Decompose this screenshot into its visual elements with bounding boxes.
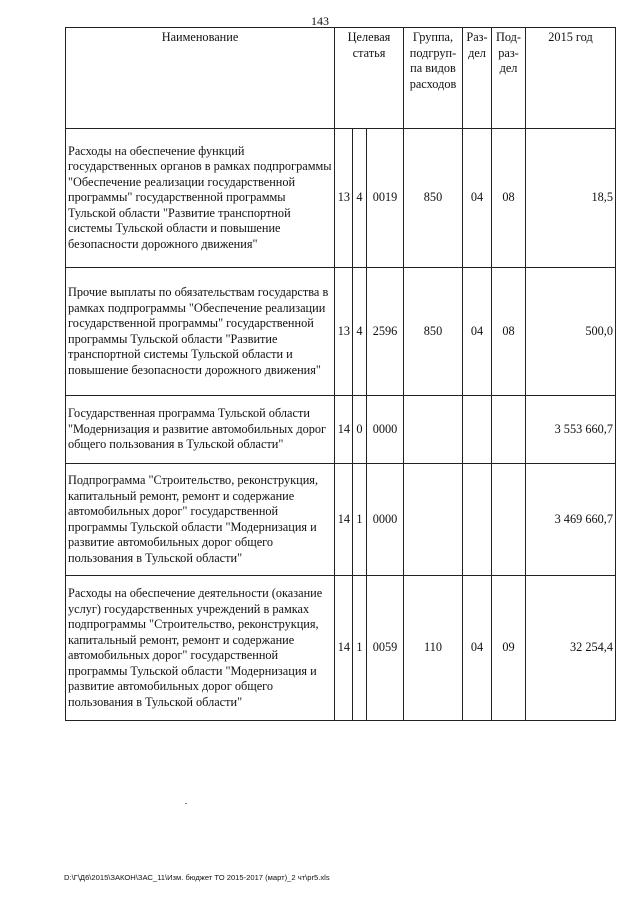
row-name: Расходы на обеспечение функций государственных органов в рамках подпрограммы "Обеспечение реализации государственной программы" государственной программы Тульской области "Развитие транспортной системы Тульской области и повышение безопасности дорожного движения" <box>66 129 335 268</box>
row-section: 04 <box>463 576 492 721</box>
footer-file-path: D:\Г\Д6\2015\ЗАКОН\ЗАС_11\Изм. бюджет ТО 2015-2017 (март)_2 чт\pr5.xls <box>64 873 330 882</box>
row-group: 850 <box>404 268 463 396</box>
header-row <box>66 28 616 129</box>
table-row <box>66 129 616 268</box>
row-group: 110 <box>404 576 463 721</box>
row-ts2: 4 <box>353 268 367 396</box>
row-ts3: 0019 <box>367 129 404 268</box>
header-subsection: Под-раз-дел <box>492 28 526 129</box>
row-section <box>463 464 492 576</box>
row-ts2: 1 <box>353 464 367 576</box>
row-section <box>463 396 492 464</box>
row-amount: 32 254,4 <box>526 576 616 721</box>
header-target: Целевая статья <box>335 28 404 129</box>
row-section: 04 <box>463 129 492 268</box>
row-subsection: 08 <box>492 268 526 396</box>
row-ts3: 2596 <box>367 268 404 396</box>
row-ts1: 14 <box>335 464 353 576</box>
budget-table <box>65 27 616 721</box>
row-amount: 3 469 660,7 <box>526 464 616 576</box>
row-ts2: 1 <box>353 576 367 721</box>
row-group <box>404 464 463 576</box>
row-group <box>404 396 463 464</box>
table-row <box>66 464 616 576</box>
row-amount: 500,0 <box>526 268 616 396</box>
header-group: Группа, подгруп-па видов расходов <box>404 28 463 129</box>
table-row <box>66 268 616 396</box>
row-section: 04 <box>463 268 492 396</box>
row-name: Подпрограмма "Строительство, реконструкция, капитальный ремонт, ремонт и содержание автомобильных дорог" государственной программы Тульской области "Модернизация и развитие автомобильных дорог общего пользования в Тульской области" <box>66 464 335 576</box>
row-ts3: 0000 <box>367 464 404 576</box>
row-amount: 18,5 <box>526 129 616 268</box>
row-ts1: 14 <box>335 576 353 721</box>
page-number: 143 <box>311 14 329 28</box>
scan-dot <box>185 803 187 804</box>
table-row <box>66 576 616 721</box>
table-row <box>66 396 616 464</box>
row-name: Государственная программа Тульской области "Модернизация и развитие автомобильных дорог общего пользования в Тульской области" <box>66 396 335 464</box>
row-subsection <box>492 396 526 464</box>
row-amount: 3 553 660,7 <box>526 396 616 464</box>
row-ts2: 0 <box>353 396 367 464</box>
header-year: 2015 год <box>526 28 616 129</box>
row-ts2: 4 <box>353 129 367 268</box>
row-subsection: 09 <box>492 576 526 721</box>
row-ts3: 0000 <box>367 396 404 464</box>
header-name: Наименование <box>66 28 335 129</box>
header-section: Раз-дел <box>463 28 492 129</box>
row-subsection <box>492 464 526 576</box>
row-ts1: 13 <box>335 129 353 268</box>
row-ts1: 14 <box>335 396 353 464</box>
row-subsection: 08 <box>492 129 526 268</box>
row-ts1: 13 <box>335 268 353 396</box>
row-name: Прочие выплаты по обязательствам государства в рамках подпрограммы "Обеспечение реализации государственной программы" государственной программы Тульской области "Развитие транспортной системы Тульской области и повышение безопасности дорожного движения" <box>66 268 335 396</box>
row-group: 850 <box>404 129 463 268</box>
row-name: Расходы на обеспечение деятельности (оказание услуг) государственных учреждений в рамках подпрограммы "Строительство, реконструкция, капитальный ремонт, ремонт и содержание автомобильных дорог" государственной программы Тульской области "Модернизация и развитие автомобильных дорог общего пользования в Тульской области" <box>66 576 335 721</box>
row-ts3: 0059 <box>367 576 404 721</box>
